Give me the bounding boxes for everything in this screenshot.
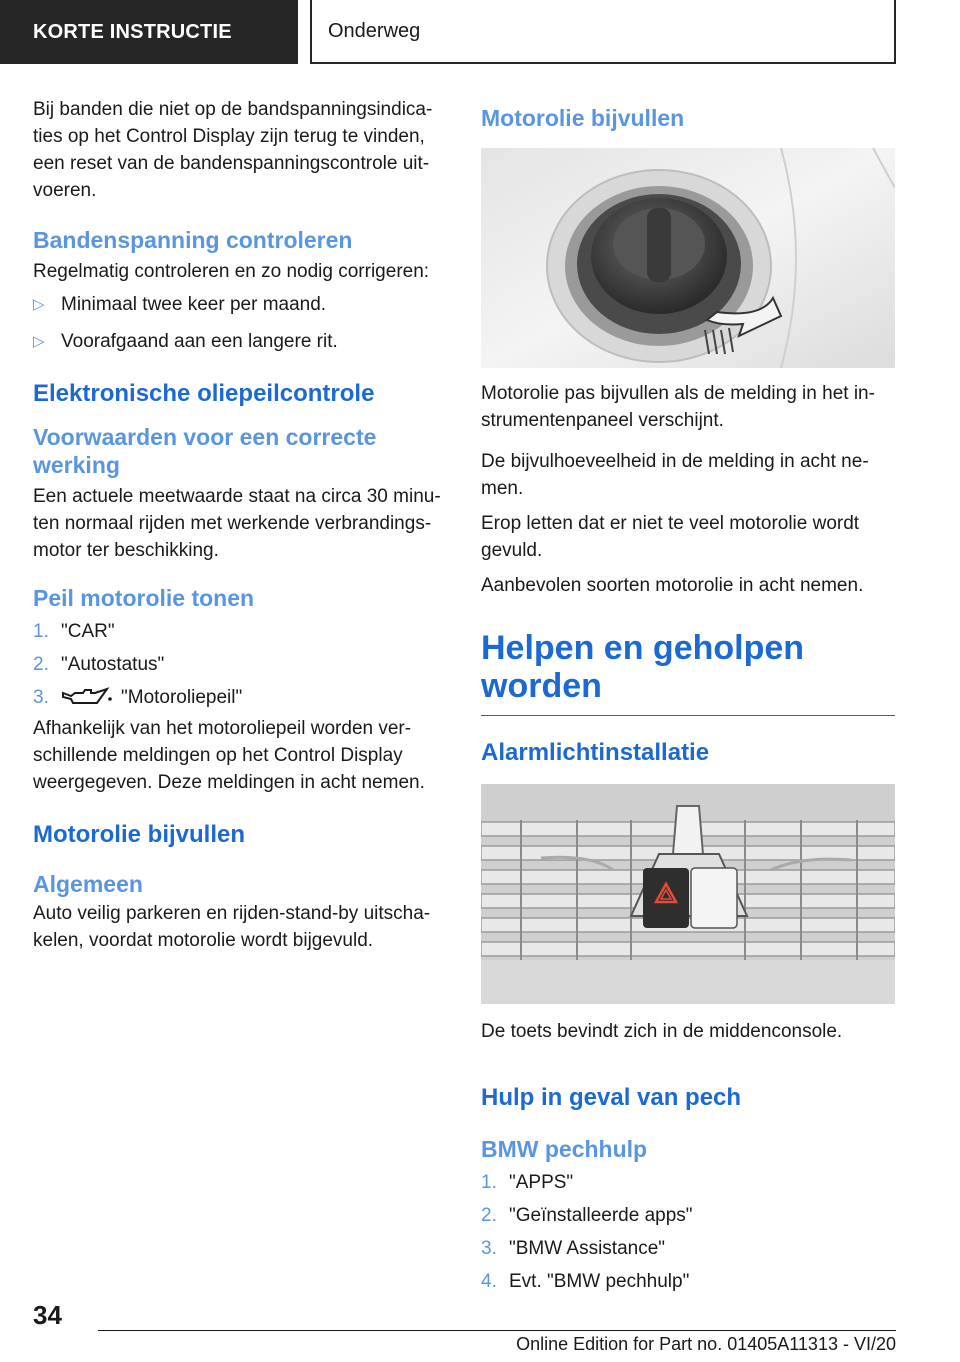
page-number: 34 — [33, 1300, 62, 1330]
heading-bandenspanning: Bandenspanning controleren — [33, 227, 353, 253]
bijvullen-paragraph-2: De bijvulhoeveelheid in de melding in acht nemen. — [481, 451, 869, 499]
heading-motorolie-bijvullen: Motorolie bijvullen — [33, 821, 246, 848]
triangle-bullet-icon: ▷ — [33, 296, 45, 313]
header-section-label: KORTE INSTRUCTIE — [33, 20, 232, 43]
left-column — [33, 96, 443, 954]
heading-peil-tonen: Peil motorolie tonen — [33, 585, 255, 611]
bijvullen-paragraph-4: Aanbevolen soorten motorolie in acht nemen. — [481, 575, 864, 596]
list-item: 2. "Autostatus" — [33, 654, 165, 675]
peil-paragraph: Afhankelijk van het motoroliepeil worden verschillende meldingen op het Control Display weergegeven. Deze meldingen in acht nemen. — [33, 718, 425, 793]
header-section-tab — [0, 0, 298, 64]
alarm-paragraph: De toets bevindt zich in de middenconsole. — [481, 1021, 843, 1042]
bandenspanning-paragraph: Regelmatig controleren en zo nodig corrigeren: — [33, 261, 430, 282]
header-chapter-tab — [310, 0, 896, 64]
heading-motorolie-bijvullen-right: Motorolie bijvullen — [481, 105, 685, 131]
footer-edition-text: Online Edition for Part no. 01405A11313 - VI/20 — [516, 1334, 896, 1354]
heading-alarmlichtinstallatie: Alarmlichtinstallatie — [481, 739, 710, 766]
peil-steps-list — [33, 618, 443, 711]
voorwaarden-paragraph: Een actuele meetwaarde staat na circa 30 minuten normaal rijden met werkende verbrandingsmotor ter beschikking. — [33, 486, 441, 561]
hazard-button-photo — [481, 784, 895, 1004]
heading-oliepeilcontrole: Elektronische oliepeilcontrole — [33, 380, 375, 407]
heading-helpen: Helpen en geholpen worden — [481, 629, 895, 716]
right-column — [481, 104, 895, 1295]
triangle-bullet-icon: ▷ — [33, 333, 45, 350]
list-item: 3. "BMW Assistance" — [481, 1238, 666, 1259]
heading-voorwaarden: Voorwaarden voor een correcte werking — [33, 424, 377, 478]
heading-hulp-pech: Hulp in geval van pech — [481, 1084, 742, 1111]
oil-can-icon — [61, 687, 113, 709]
oil-filler-cap-photo — [481, 148, 895, 368]
intro-paragraph: Bij banden die niet op de bandspanningsindicaties op het Control Display zijn terug te vinden, een reset van de bandenspanningscontrole uitvoeren. — [33, 99, 433, 201]
header-chapter-label: Onderweg — [328, 19, 421, 42]
bandenspanning-list — [33, 291, 443, 355]
pechhulp-steps-list — [481, 1169, 895, 1295]
list-item: 4. Evt. "BMW pechhulp" — [481, 1271, 690, 1292]
heading-bmw-pechhulp: BMW pechhulp — [481, 1136, 648, 1162]
bijvullen-paragraph-3: Erop letten dat er niet te veel motorolie wordt gevuld. — [481, 513, 860, 561]
list-item: 1. "CAR" — [33, 621, 115, 642]
list-item: 1. "APPS" — [481, 1172, 574, 1193]
list-item: 2. "Geïnstalleerde apps" — [481, 1205, 693, 1226]
bijvullen-paragraph-1: Motorolie pas bijvullen als de melding in het instrumentenpaneel verschijnt. — [481, 383, 875, 431]
heading-algemeen: Algemeen — [33, 871, 143, 897]
algemeen-paragraph: Auto veilig parkeren en rijden-stand-by uitschakelen, voordat motorolie wordt bijgevuld. — [33, 903, 431, 951]
list-item: 3. "Motoroliepeil" — [33, 687, 243, 708]
footer-divider — [98, 1330, 896, 1331]
list-item: ▷ Minimaal twee keer per maand. — [33, 291, 443, 318]
list-item: ▷ Voorafgaand aan een langere rit. — [33, 328, 443, 355]
